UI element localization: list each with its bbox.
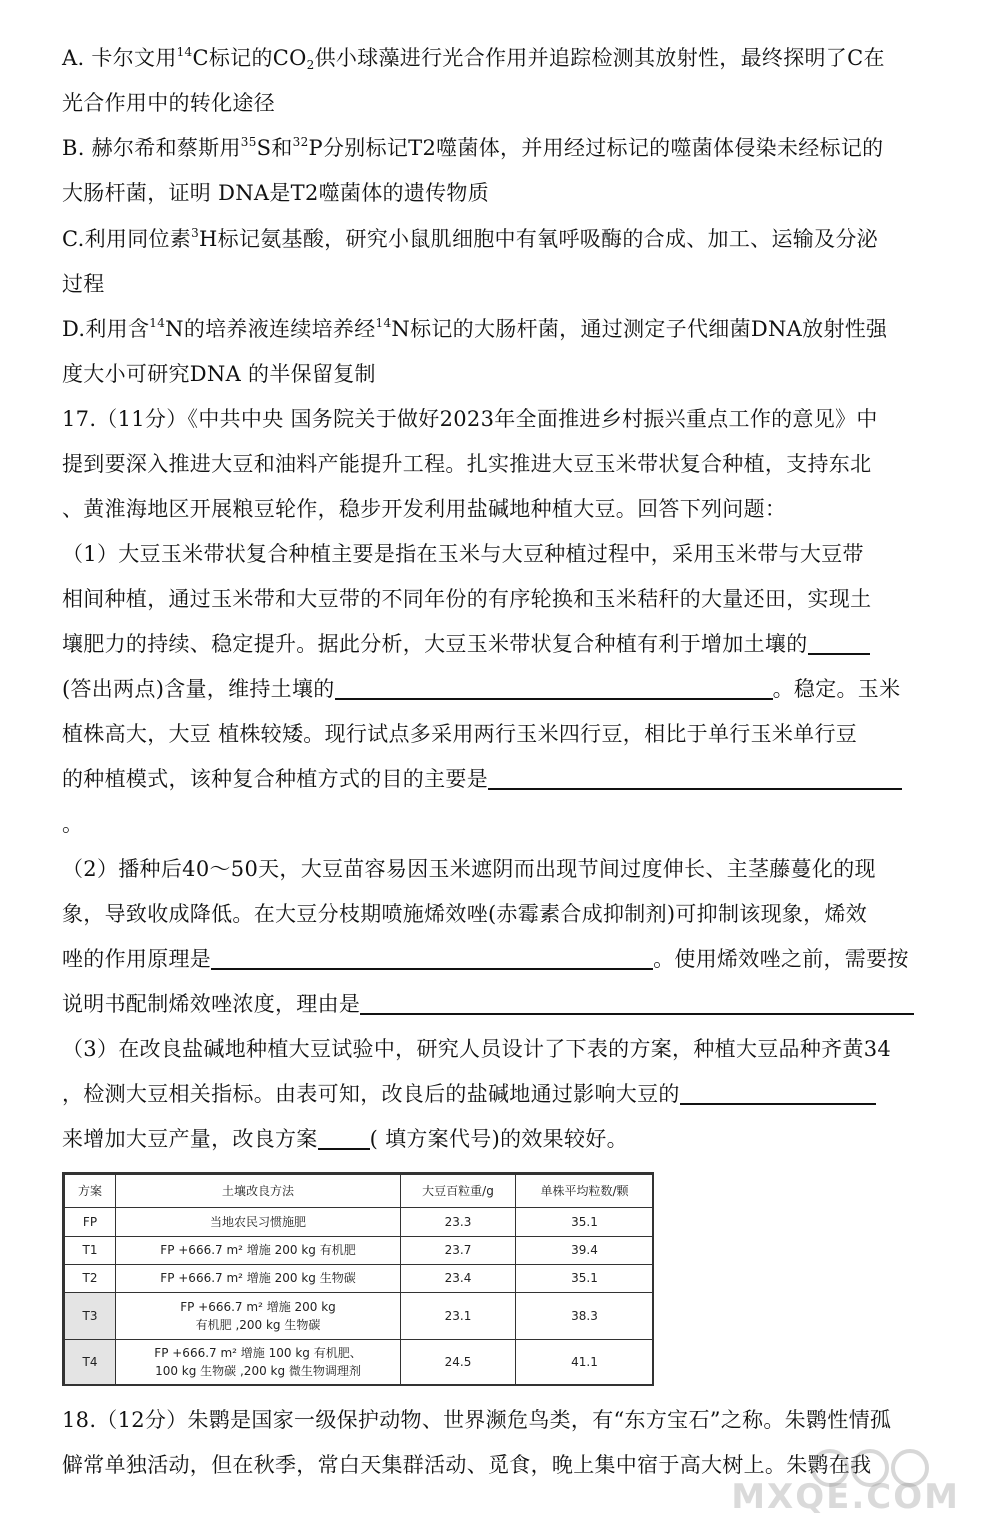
text: N的培养液连续培养经 bbox=[165, 317, 376, 341]
table-header: 方案 bbox=[65, 1175, 116, 1208]
table-row bbox=[65, 1236, 654, 1264]
text-line: 。 bbox=[62, 812, 84, 836]
text-line: 过程 bbox=[62, 272, 105, 296]
plan-code: FP bbox=[65, 1208, 116, 1236]
superscript: 14 bbox=[176, 45, 193, 59]
answer-blank[interactable] bbox=[318, 1126, 370, 1150]
table-header-row bbox=[65, 1175, 654, 1208]
text-line: 提到要深入推进大豆和油料产能提升工程。扎实推进大豆玉米带状复合种植，支持东北 bbox=[62, 452, 872, 476]
text-line: 象，导致收成降低。在大豆分枝期喷施烯效唑(赤霉素合成抑制剂)可抑制该现象，烯效 bbox=[62, 902, 868, 926]
text: 。使用烯效唑之前，需要按 bbox=[653, 947, 909, 971]
text-line: 光合作用中的转化途径 bbox=[62, 91, 275, 115]
text: (答出两点)含量，维持土壤的 bbox=[62, 677, 335, 701]
text: 说明书配制烯效唑浓度，理由是 bbox=[62, 992, 361, 1016]
text: 的种植模式，该种复合种植方式的目的主要是 bbox=[62, 767, 488, 791]
soil-improvement-table bbox=[64, 1174, 654, 1386]
text: 唑的作用原理是 bbox=[62, 947, 212, 971]
text: D.利用含 bbox=[62, 317, 150, 341]
text: S和 bbox=[256, 136, 293, 160]
superscript: 35 bbox=[240, 135, 257, 149]
method-line: FP +666.7 m² 增施 200 kg bbox=[180, 1299, 336, 1314]
answer-blank[interactable] bbox=[488, 766, 902, 790]
text-line: （3）在改良盐碱地种植大豆试验中，研究人员设计了下表的方案，种植大豆品种齐黄34 bbox=[62, 1037, 892, 1061]
table-header: 土壤改良方法 bbox=[116, 1175, 401, 1208]
text: B. 赫尔希和蔡斯用 bbox=[62, 136, 241, 160]
text: P分别标记T2噬菌体，并用经过标记的噬菌体侵染未经标记的 bbox=[308, 136, 884, 160]
answer-blank[interactable] bbox=[808, 631, 870, 655]
text-line: 僻常单独活动，但在秋季，常白天集群活动、觅食，晚上集中宿于高大树上。朱鹮在我 bbox=[62, 1453, 872, 1477]
option-b bbox=[62, 126, 942, 216]
plan-code: T1 bbox=[65, 1236, 116, 1264]
method-line: FP +666.7 m² 增施 100 kg 有机肥、 bbox=[154, 1346, 362, 1361]
text-line: （2）播种后40～50天，大豆苗容易因玉米遮阴而出现节间过度伸长、主茎藤蔓化的现 bbox=[62, 857, 876, 881]
text: C.利用同位素 bbox=[62, 227, 192, 251]
text-line: 大肠杆菌，证明 DNA是T2噬菌体的遗传物质 bbox=[62, 181, 490, 205]
grain-count: 35.1 bbox=[516, 1264, 654, 1292]
method-cell bbox=[116, 1293, 401, 1339]
text-line: 、黄淮海地区开展粮豆轮作，稳步开发利用盐碱地种植大豆。回答下列问题： bbox=[62, 497, 787, 521]
option-a bbox=[62, 36, 942, 126]
method-line: 有机肥 ,200 kg 生物碳 bbox=[195, 1317, 321, 1332]
grain-count: 35.1 bbox=[516, 1208, 654, 1236]
method-line: 100 kg 生物碳 ,200 kg 微生物调理剂 bbox=[155, 1364, 361, 1379]
table-header: 单株平均粒数/颗 bbox=[516, 1175, 654, 1208]
text: C标记的CO bbox=[192, 46, 307, 70]
grain-count: 38.3 bbox=[516, 1293, 654, 1339]
grain-weight: 23.4 bbox=[401, 1264, 516, 1292]
superscript: 3 bbox=[191, 226, 200, 240]
grain-weight: 23.3 bbox=[401, 1208, 516, 1236]
text: 壤肥力的持续、稳定提升。据此分析，大豆玉米带状复合种植有利于增加土壤的 bbox=[62, 632, 808, 656]
plan-code: T4 bbox=[65, 1339, 116, 1385]
superscript: 14 bbox=[375, 316, 392, 330]
grain-weight: 24.5 bbox=[401, 1339, 516, 1385]
grain-count: 39.4 bbox=[516, 1236, 654, 1264]
text: N标记的大肠杆菌，通过测定子代细菌DNA放射性强 bbox=[391, 317, 888, 341]
text: ( 填方案代号)的效果较好。 bbox=[369, 1127, 628, 1151]
grain-weight: 23.1 bbox=[401, 1293, 516, 1339]
text-line: 植株高大，大豆 植株较矮。现行试点多采用两行玉米四行豆，相比于单行玉米单行豆 bbox=[62, 722, 858, 746]
text-line: 度大小可研究DNA 的半保留复制 bbox=[62, 362, 376, 386]
table-row bbox=[65, 1208, 654, 1236]
text-line: 17.（11分）《中共中央 国务院关于做好2023年全面推进乡村振兴重点工作的意见》中 bbox=[62, 407, 878, 431]
option-c bbox=[62, 217, 942, 307]
text-line: 相间种植，通过玉米带和大豆带的不同年份的有序轮换和玉米秸秆的大量还田，实现土 bbox=[62, 587, 872, 611]
text-line: （1）大豆玉米带状复合种植主要是指在玉米与大豆种植过程中，采用玉米带与大豆带 bbox=[62, 542, 864, 566]
method-cell: FP +666.7 m² 增施 200 kg 有机肥 bbox=[116, 1236, 401, 1264]
question-17 bbox=[62, 397, 942, 1162]
grain-count: 41.1 bbox=[516, 1339, 654, 1385]
superscript: 14 bbox=[149, 316, 166, 330]
subscript: 2 bbox=[306, 58, 315, 72]
text: 来增加大豆产量，改良方案 bbox=[62, 1127, 318, 1151]
answer-blank[interactable] bbox=[360, 991, 914, 1015]
text: 。稳定。玉米 bbox=[772, 677, 901, 701]
answer-blank[interactable] bbox=[335, 676, 773, 700]
text: ，检测大豆相关指标。由表可知，改良后的盐碱地通过影响大豆的 bbox=[62, 1082, 680, 1106]
table-header: 大豆百粒重/g bbox=[401, 1175, 516, 1208]
method-cell: 当地农民习惯施肥 bbox=[116, 1208, 401, 1236]
text: H标记氨基酸，研究小鼠肌细胞中有氧呼吸酶的合成、加工、运输及分泌 bbox=[199, 227, 878, 251]
answer-blank[interactable] bbox=[680, 1081, 876, 1105]
text: A. 卡尔文用 bbox=[62, 46, 177, 70]
watermark-text: MXQE.COM bbox=[731, 1477, 960, 1517]
grain-weight: 23.7 bbox=[401, 1236, 516, 1264]
text-line: 18.（12分）朱鹮是国家一级保护动物、世界濒危鸟类，有“东方宝石”之称。朱鹮性情孤 bbox=[62, 1408, 892, 1432]
method-cell: FP +666.7 m² 增施 200 kg 生物碳 bbox=[116, 1264, 401, 1292]
method-cell bbox=[116, 1339, 401, 1385]
plan-code: T2 bbox=[65, 1264, 116, 1292]
option-d bbox=[62, 307, 942, 397]
text: 供小球藻进行光合作用并追踪检测其放射性，最终探明了C在 bbox=[314, 46, 885, 70]
plan-code: T3 bbox=[65, 1293, 116, 1339]
table-row bbox=[65, 1293, 654, 1339]
answer-blank[interactable] bbox=[211, 946, 653, 970]
table-row bbox=[65, 1264, 654, 1292]
table-row bbox=[65, 1339, 654, 1385]
superscript: 32 bbox=[292, 135, 309, 149]
